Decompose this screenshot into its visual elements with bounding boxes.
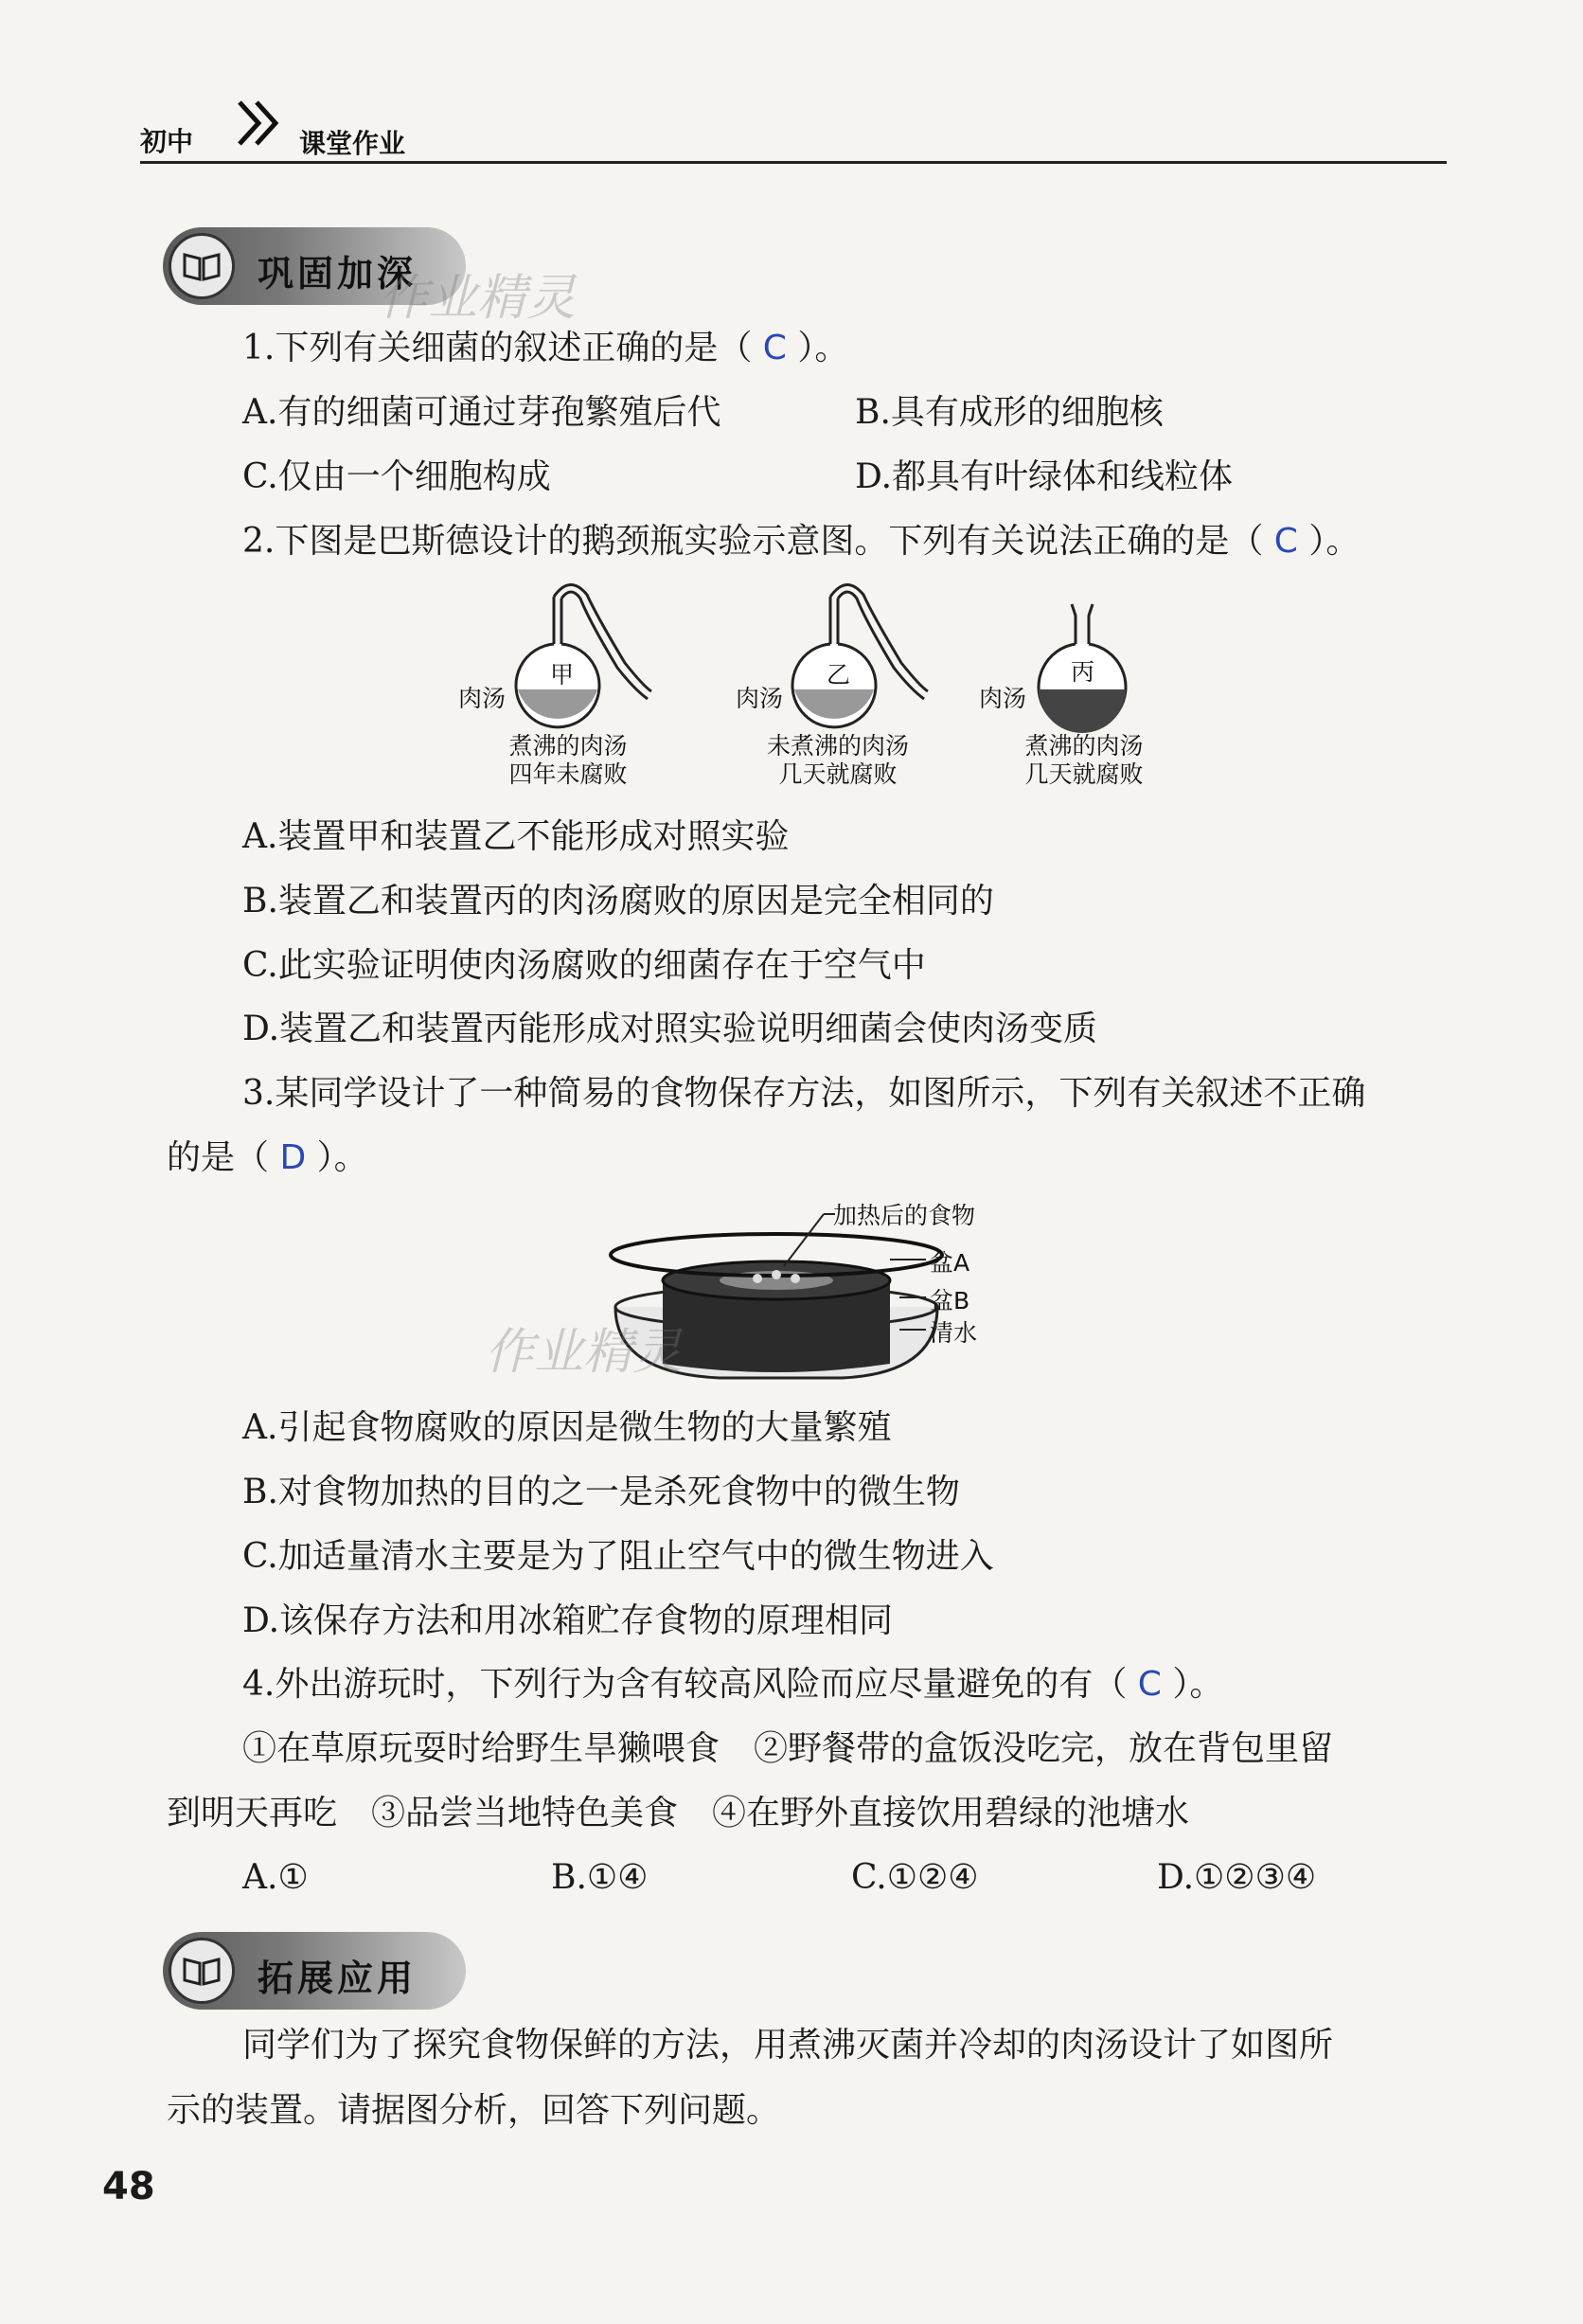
q4-option-c: C.①②④ bbox=[851, 1858, 979, 1897]
header-rule bbox=[140, 161, 1447, 164]
label-clear-water: 清水 bbox=[930, 1319, 978, 1347]
flask-a-name: 甲 bbox=[550, 661, 575, 688]
q2-option-d: D.装置乙和装置丙能形成对照实验说明细菌会使肉汤变质 bbox=[242, 1010, 1098, 1048]
flask-c-broth-label: 肉汤 bbox=[979, 685, 1027, 712]
question-3-stem-line1: 3.某同学设计了一种简易的食物保存方法，如图所示，下列有关叙述不正确 bbox=[242, 1074, 1366, 1113]
q2-option-a: A.装置甲和装置乙不能形成对照实验 bbox=[242, 817, 790, 856]
flask-b bbox=[792, 584, 928, 726]
label-basin-b: 盆B bbox=[930, 1287, 970, 1314]
watermark: 作业精灵 bbox=[379, 270, 577, 327]
section-heading-consolidate: 巩固加深 bbox=[163, 227, 485, 305]
q1-option-a: A.有的细菌可通过芽孢繁殖后代 bbox=[242, 393, 721, 432]
book-icon bbox=[169, 1938, 235, 2004]
q4-statements-line2: 到明天再吃 ③品尝当地特色美食 ④在野外直接饮用碧绿的池塘水 bbox=[167, 1794, 1190, 1832]
q1-option-c: C.仅由一个细胞构成 bbox=[242, 457, 551, 496]
flask-b-broth-label: 肉汤 bbox=[736, 685, 784, 712]
flask-a bbox=[516, 584, 651, 726]
q4-option-d: D.①②③④ bbox=[1157, 1858, 1317, 1897]
label-basin-a: 盆A bbox=[930, 1249, 970, 1277]
question-2-stem: 2.下图是巴斯德设计的鹅颈瓶实验示意图。下列有关说法正确的是（ C ）。 bbox=[242, 522, 1361, 561]
watermark: 作业精灵 bbox=[485, 1324, 683, 1381]
header-title: 课堂作业 bbox=[299, 128, 406, 159]
application-intro-line1: 同学们为了探究食物保鲜的方法，用煮沸灭菌并冷却的肉汤设计了如图所 bbox=[242, 2026, 1334, 2065]
page-number: 48 bbox=[102, 2165, 155, 2208]
header-level: 初中 bbox=[140, 126, 194, 157]
q1-option-d: D.都具有叶绿体和线粒体 bbox=[855, 457, 1234, 496]
flask-c-caption: 煮沸的肉汤 几天就腐败 bbox=[1024, 732, 1144, 788]
label-heated-food: 加热后的食物 bbox=[833, 1202, 976, 1229]
q3-option-c: C.加适量清水主要是为了阻止空气中的微生物进入 bbox=[242, 1537, 994, 1576]
question-3-stem-line2: 的是（ D ）。 bbox=[167, 1138, 368, 1177]
section-heading-extend: 拓展应用 bbox=[163, 1932, 485, 2010]
flask-b-caption: 未煮沸的肉汤 几天就腐败 bbox=[766, 732, 909, 788]
application-intro-line2: 示的装置。请据图分析，回答下列问题。 bbox=[167, 2091, 781, 2130]
book-icon bbox=[169, 233, 235, 299]
q3-option-a: A.引起食物腐败的原因是微生物的大量繁殖 bbox=[242, 1408, 892, 1447]
double-chevron-icon bbox=[232, 95, 289, 152]
q3-option-d: D.该保存方法和用冰箱贮存食物的原理相同 bbox=[242, 1601, 894, 1640]
flask-c-name: 丙 bbox=[1071, 658, 1095, 686]
q1-option-b: B.具有成形的细胞核 bbox=[855, 393, 1164, 432]
q2-option-c: C.此实验证明使肉汤腐败的细菌存在于空气中 bbox=[242, 946, 926, 985]
question-4-stem: 4.外出游玩时，下列行为含有较高风险而应尽量避免的有（ C ）。 bbox=[242, 1665, 1224, 1704]
q4-option-b: B.①④ bbox=[551, 1858, 649, 1897]
flask-a-broth-label: 肉汤 bbox=[458, 685, 507, 712]
question-1-stem: 1.下列有关细菌的叙述正确的是（ C ）。 bbox=[242, 329, 849, 367]
q2-option-b: B.装置乙和装置丙的肉汤腐败的原因是完全相同的 bbox=[242, 882, 994, 921]
flask-b-name: 乙 bbox=[827, 661, 851, 688]
q4-statements-line1: ①在草原玩耍时给野生旱獭喂食 ②野餐带的盒饭没吃完，放在背包里留 bbox=[242, 1729, 1334, 1768]
flask-a-caption: 煮沸的肉汤 四年未腐败 bbox=[508, 732, 628, 788]
q3-option-b: B.对食物加热的目的之一是杀死食物中的微生物 bbox=[242, 1473, 960, 1511]
q4-option-a: A.① bbox=[242, 1858, 309, 1897]
